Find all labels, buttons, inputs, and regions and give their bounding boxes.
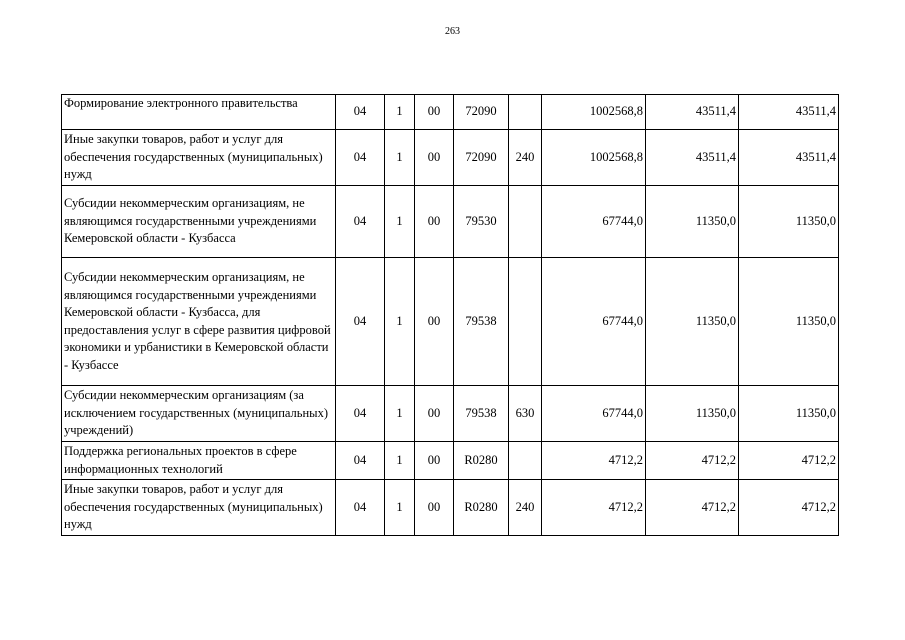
row-value-3: 43511,4: [739, 95, 839, 130]
row-section: 04: [336, 442, 385, 480]
row-value-3: 4712,2: [739, 480, 839, 536]
row-program: 00: [415, 442, 454, 480]
table-row: [62, 442, 839, 480]
row-value-1: 1002568,8: [542, 95, 646, 130]
row-value-2: 43511,4: [646, 130, 739, 186]
row-target-code: R0280: [454, 442, 509, 480]
row-subsection: 1: [385, 480, 415, 536]
row-value-3: 43511,4: [739, 130, 839, 186]
row-name: Иные закупки товаров, работ и услуг для обеспечения государственных (муниципальных) нужд: [62, 130, 336, 186]
row-section: 04: [336, 130, 385, 186]
row-subsection: 1: [385, 186, 415, 258]
row-name: Субсидии некоммерческим организациям, не являющимся государственными учреждениями Кемеровской области - Кузбасса, для предоставления услуг в сфере развития цифровой экономики и урбанистики в Кемеровской области - Кузбассе: [62, 258, 336, 386]
row-expense-type: 240: [509, 480, 542, 536]
row-target-code: 79538: [454, 386, 509, 442]
row-value-3: 4712,2: [739, 442, 839, 480]
row-value-1: 4712,2: [542, 480, 646, 536]
row-name: Поддержка региональных проектов в сфере информационных технологий: [62, 442, 336, 480]
row-value-1: 1002568,8: [542, 130, 646, 186]
row-target-code: 72090: [454, 95, 509, 130]
row-section: 04: [336, 386, 385, 442]
row-program: 00: [415, 95, 454, 130]
table-row: [62, 480, 839, 536]
row-expense-type: [509, 186, 542, 258]
row-name: Формирование электронного правительства: [62, 95, 336, 130]
row-section: 04: [336, 186, 385, 258]
row-expense-type: [509, 95, 542, 130]
table-row: [62, 258, 839, 386]
row-expense-type: [509, 442, 542, 480]
row-section: 04: [336, 480, 385, 536]
row-value-3: 11350,0: [739, 186, 839, 258]
row-section: 04: [336, 258, 385, 386]
row-expense-type: 630: [509, 386, 542, 442]
row-program: 00: [415, 386, 454, 442]
row-program: 00: [415, 130, 454, 186]
row-name: Иные закупки товаров, работ и услуг для обеспечения государственных (муниципальных) нужд: [62, 480, 336, 536]
row-value-2: 11350,0: [646, 386, 739, 442]
table-row: [62, 130, 839, 186]
row-value-2: 4712,2: [646, 442, 739, 480]
row-value-1: 67744,0: [542, 186, 646, 258]
row-value-3: 11350,0: [739, 386, 839, 442]
row-value-1: 67744,0: [542, 258, 646, 386]
table-row: [62, 386, 839, 442]
row-expense-type: 240: [509, 130, 542, 186]
row-subsection: 1: [385, 130, 415, 186]
row-name: Субсидии некоммерческим организациям, не являющимся государственными учреждениями Кемеровской области - Кузбасса: [62, 186, 336, 258]
row-subsection: 1: [385, 386, 415, 442]
row-target-code: 72090: [454, 130, 509, 186]
row-name: Субсидии некоммерческим организациям (за исключением государственных (муниципальных) учреждений): [62, 386, 336, 442]
row-expense-type: [509, 258, 542, 386]
row-value-3: 11350,0: [739, 258, 839, 386]
row-program: 00: [415, 258, 454, 386]
table-row: [62, 186, 839, 258]
row-value-2: 4712,2: [646, 480, 739, 536]
row-subsection: 1: [385, 442, 415, 480]
table-row: [62, 95, 839, 130]
row-subsection: 1: [385, 258, 415, 386]
row-program: 00: [415, 186, 454, 258]
budget-table: [61, 94, 839, 536]
page-number: 263: [445, 26, 460, 37]
row-target-code: 79530: [454, 186, 509, 258]
row-value-2: 11350,0: [646, 258, 739, 386]
row-target-code: 79538: [454, 258, 509, 386]
row-value-2: 11350,0: [646, 186, 739, 258]
row-value-1: 4712,2: [542, 442, 646, 480]
row-target-code: R0280: [454, 480, 509, 536]
row-section: 04: [336, 95, 385, 130]
row-subsection: 1: [385, 95, 415, 130]
row-value-2: 43511,4: [646, 95, 739, 130]
row-program: 00: [415, 480, 454, 536]
row-value-1: 67744,0: [542, 386, 646, 442]
